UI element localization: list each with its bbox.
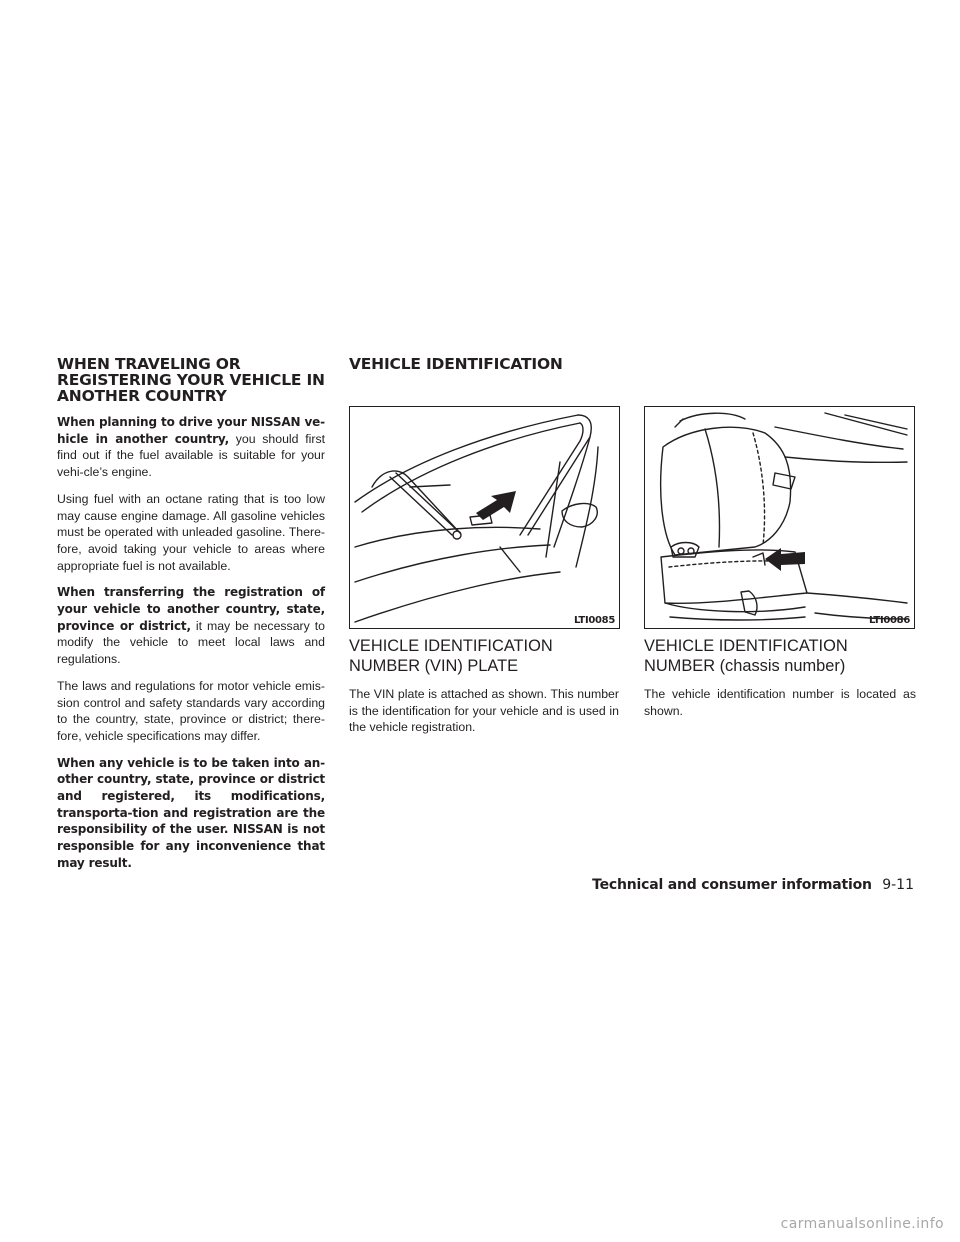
bold-lead-registration: When transferring the registration of your vehicle to another country, state, province or district, bbox=[57, 585, 325, 633]
watermark-text: carmanualsonline.info bbox=[780, 1216, 944, 1232]
subheading-vin-plate: VEHICLE IDENTIFICATION NUMBER (VIN) PLATE bbox=[349, 637, 553, 675]
footer-section-title: Technical and consumer information bbox=[592, 877, 872, 893]
chassis-number-section bbox=[644, 636, 916, 729]
paragraph-registration-rest: it may be necessary to modify the vehicle to meet local laws and regulations. bbox=[57, 618, 325, 667]
page-number: 9-11 bbox=[882, 877, 914, 893]
figure-code-lti0085: LTI0085 bbox=[574, 615, 615, 626]
paragraph-vin-plate: The VIN plate is attached as shown. This number is the identification for your vehicle and is used in the vehicle registration. bbox=[349, 687, 619, 735]
windshield-illustration bbox=[350, 407, 619, 628]
paragraph-responsibility bbox=[57, 755, 325, 872]
paragraph-fuel-rest: you should first find out if the fuel available is suitable for your vehi-cle’s engine. bbox=[57, 431, 326, 480]
figure-code-lti0086: LTI0086 bbox=[869, 615, 910, 626]
bold-responsibility: When any vehicle is to be taken into an-other country, state, province or district and registered, its modifications, transporta-tion and registration are the responsibility of the user. NISSAN is not responsible for any inconvenience that may result. bbox=[57, 755, 325, 870]
paragraph-chassis-number: The vehicle identification number is located as shown. bbox=[644, 687, 916, 718]
paragraph-fuel bbox=[57, 414, 325, 481]
page-footer bbox=[592, 876, 914, 894]
paragraph-octane: Using fuel with an octane rating that is too low may cause engine damage. All gasoline vehicles must be operated with unleaded gasoline. There-fore, avoid taking your vehicle to areas where appropriate fuel is not available. bbox=[57, 491, 325, 573]
figure-chassis-number bbox=[644, 406, 915, 629]
bold-lead-fuel: When planning to drive your NISSAN ve-hicle in another country, bbox=[57, 415, 325, 446]
subheading-chassis-number: VEHICLE IDENTIFICATION NUMBER (chassis number) bbox=[644, 637, 848, 675]
figure-vin-plate bbox=[349, 406, 620, 629]
vin-plate-section bbox=[349, 636, 619, 746]
paragraph-registration bbox=[57, 584, 325, 668]
seat-illustration bbox=[645, 407, 914, 628]
left-column bbox=[57, 356, 325, 882]
pointer-arrow-icon bbox=[476, 491, 516, 520]
section-heading-vehicle-identification: VEHICLE IDENTIFICATION bbox=[349, 355, 563, 373]
section-heading-traveling: WHEN TRAVELING OR REGISTERING YOUR VEHICLE IN ANOTHER COUNTRY bbox=[57, 355, 325, 405]
paragraph-laws: The laws and regulations for motor vehicle emis-sion control and safety standards vary according to the country, state, province or district; there-fore, vehicle specifications may differ. bbox=[57, 678, 325, 743]
